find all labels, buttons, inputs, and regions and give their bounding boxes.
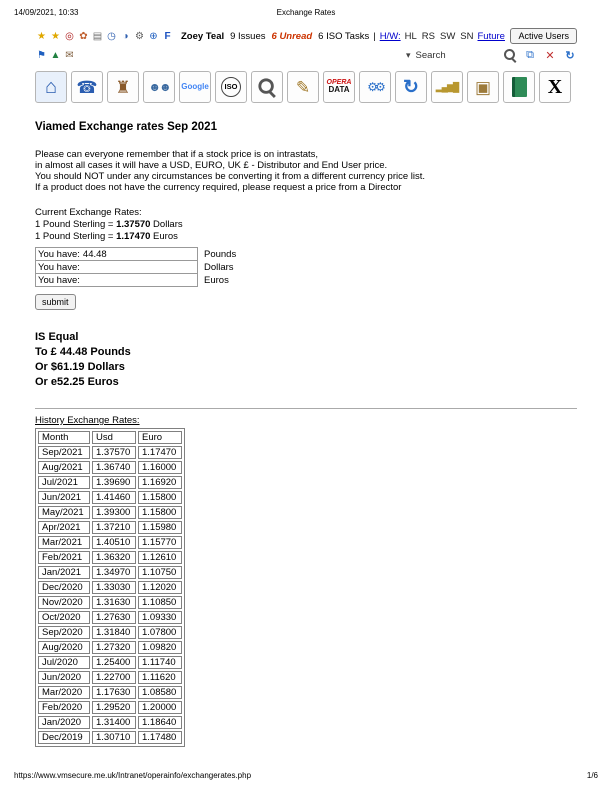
month-cell: Feb/2021 [38, 551, 90, 564]
hw-link[interactable]: H/W: [379, 30, 401, 42]
flag-icon[interactable]: ⚑ [37, 49, 46, 61]
building-icon[interactable]: ♜ [107, 71, 139, 103]
euro-cell: 1.16000 [138, 461, 182, 474]
print-footer-url: https://www.vmsecure.me.uk/Intranet/operainfo/exchangerates.php [14, 771, 252, 780]
usd-cell: 1.37570 [92, 446, 136, 459]
euro-cell: 1.15770 [138, 536, 182, 549]
pounds-input[interactable] [83, 249, 195, 260]
active-users-button[interactable]: Active Users [510, 28, 577, 44]
rate-value: 1.37570 [116, 219, 151, 230]
result-line: Or e52.25 Euros [35, 376, 119, 388]
converter-row [35, 273, 577, 287]
current-rates [35, 207, 577, 243]
euro-cell: 1.07800 [138, 626, 182, 639]
mail-icon[interactable]: ✉ [65, 49, 74, 61]
euro-cell: 1.15800 [138, 506, 182, 519]
notice-text [35, 149, 577, 193]
print-datetime: 14/09/2021, 10:33 [14, 8, 79, 17]
usd-cell: 1.31840 [92, 626, 136, 639]
month-cell: Mar/2021 [38, 536, 90, 549]
search-input[interactable] [416, 50, 478, 61]
month-cell: Dec/2020 [38, 581, 90, 594]
star-icon[interactable]: ★ [37, 30, 46, 42]
rate-line [35, 219, 577, 231]
history-row [38, 491, 182, 504]
euro-cell: 1.08580 [138, 686, 182, 699]
month-cell: Aug/2021 [38, 461, 90, 474]
month-cell: Jun/2020 [38, 671, 90, 684]
month-cell: Jul/2021 [38, 476, 90, 489]
current-rates-title: Current Exchange Rates: [35, 207, 142, 218]
month-cell: May/2021 [38, 506, 90, 519]
usd-cell: 1.31400 [92, 716, 136, 729]
opera-data-icon[interactable]: OPERA DATA [323, 71, 355, 103]
euro-cell: 1.18640 [138, 716, 182, 729]
usd-cell: 1.33030 [92, 581, 136, 594]
search-icon[interactable] [503, 48, 517, 62]
history-row [38, 731, 182, 744]
month-cell: Sep/2021 [38, 446, 90, 459]
google-icon[interactable]: Google [179, 71, 211, 103]
euro-cell: 1.15800 [138, 491, 182, 504]
hw-links [405, 31, 474, 42]
conversion-result [35, 330, 577, 390]
usd-cell: 1.27630 [92, 611, 136, 624]
excel-icon[interactable]: X [539, 71, 571, 103]
search-box [406, 50, 478, 61]
month-cell: Dec/2019 [38, 731, 90, 744]
history-body [38, 446, 182, 744]
euro-cell: 1.20000 [138, 701, 182, 714]
amount-label: You have: [38, 248, 80, 260]
notice-line: You should NOT under any circumstances be converting it from a different currency price list. [35, 171, 426, 182]
rate-suffix: Euros [150, 231, 178, 242]
rate-prefix: 1 Pound Sterling = [35, 219, 117, 230]
issues-count[interactable]: 9 Issues [230, 30, 266, 42]
converter-row [35, 260, 577, 274]
history-row [38, 671, 182, 684]
search-icon[interactable] [251, 71, 283, 103]
refresh-icon[interactable]: ↻ [565, 49, 575, 62]
amount-box [35, 273, 198, 287]
euro-cell: 1.17470 [138, 446, 182, 459]
euro-cell: 1.12020 [138, 581, 182, 594]
history-row [38, 506, 182, 519]
package-icon[interactable]: ▣ [467, 71, 499, 103]
history-row [38, 701, 182, 714]
history-row [38, 686, 182, 699]
separator: | [373, 30, 376, 42]
history-row [38, 536, 182, 549]
history-row [38, 476, 182, 489]
history-row [38, 611, 182, 624]
usd-cell: 1.30710 [92, 731, 136, 744]
usd-cell: 1.17630 [92, 686, 136, 699]
notice-line: If a product does not have the currency required, please request a price from a Director [35, 182, 402, 193]
usd-cell: 1.40510 [92, 536, 136, 549]
amount-label: You have: [38, 261, 80, 273]
future-link[interactable]: Future [477, 30, 505, 42]
rate-suffix: Dollars [150, 219, 183, 230]
euro-cell: 1.15980 [138, 521, 182, 534]
euro-cell: 1.10750 [138, 566, 182, 579]
month-cell: Mar/2020 [38, 686, 90, 699]
divider [35, 408, 577, 409]
month-cell: Feb/2020 [38, 701, 90, 714]
hw-link-hl[interactable]: HL [404, 30, 417, 42]
usd-cell: 1.36740 [92, 461, 136, 474]
currency-converter [35, 247, 577, 310]
chart-icon[interactable]: ▂▄▆█ [431, 71, 463, 103]
euro-cell: 1.17480 [138, 731, 182, 744]
amount-box [35, 247, 198, 261]
month-cell: Nov/2020 [38, 596, 90, 609]
rate-line [35, 231, 577, 243]
history-row [38, 461, 182, 474]
usd-cell: 1.29520 [92, 701, 136, 714]
currency-label: Euros [204, 274, 229, 286]
history-header-cell: Month [38, 431, 90, 444]
rate-value: 1.17470 [116, 231, 151, 242]
gears-icon[interactable]: ⚙⚙ [359, 71, 391, 103]
iso-tasks-count[interactable]: 6 ISO Tasks [318, 30, 370, 42]
converter-row [35, 247, 577, 261]
home-icon[interactable]: ⌂ [35, 71, 67, 103]
euro-cell: 1.11740 [138, 656, 182, 669]
euro-cell: 1.16920 [138, 476, 182, 489]
search-row-left-icons [35, 49, 76, 62]
month-cell: Jul/2020 [38, 656, 90, 669]
euro-cell: 1.10850 [138, 596, 182, 609]
euro-cell: 1.09820 [138, 641, 182, 654]
euro-cell: 1.11620 [138, 671, 182, 684]
hw-link-sn[interactable]: SN [460, 30, 474, 42]
amount-label: You have: [38, 274, 80, 286]
result-line: To £ 44.48 Pounds [35, 346, 131, 358]
print-title: Exchange Rates [276, 8, 336, 17]
hw-link-rs[interactable]: RS [421, 30, 435, 42]
usd-cell: 1.41460 [92, 491, 136, 504]
history-row [38, 641, 182, 654]
dropdown-caret-icon[interactable]: ▾ [406, 49, 411, 60]
dollars-input[interactable] [83, 262, 195, 273]
history-row [38, 656, 182, 669]
clock-icon[interactable]: ◷ [107, 30, 116, 42]
pie-icon[interactable]: ◑ [122, 30, 129, 42]
rate-prefix: 1 Pound Sterling = [35, 231, 117, 242]
open-window-icon[interactable]: ⧉ [526, 48, 534, 61]
rate-lines [35, 219, 577, 243]
euro-cell: 1.09330 [138, 611, 182, 624]
history-row [38, 626, 182, 639]
palette-icon[interactable]: ✿ [79, 30, 88, 42]
month-cell: Jan/2021 [38, 566, 90, 579]
unread-count[interactable]: 6 Unread [271, 30, 313, 42]
month-cell: Sep/2020 [38, 626, 90, 639]
history-row [38, 581, 182, 594]
print-footer-page: 1/6 [586, 771, 598, 780]
month-cell: Apr/2021 [38, 521, 90, 534]
page-content [35, 28, 577, 747]
history-header-cell: Usd [92, 431, 136, 444]
chart-mini-icon[interactable]: ▲ [50, 49, 61, 61]
refresh-icon[interactable]: ↻ [395, 71, 427, 103]
history-header-cell: Euro [138, 431, 182, 444]
history-row [38, 566, 182, 579]
user-name: Zoey Teal [181, 30, 225, 42]
phone-icon[interactable]: ☎ [71, 71, 103, 103]
main-toolbar [35, 71, 577, 103]
letter-f-icon[interactable]: F [164, 30, 171, 42]
gear-icon[interactable]: ⚙ [135, 30, 144, 42]
result-line: IS Equal [35, 331, 79, 343]
hw-link-sw[interactable]: SW [439, 30, 456, 42]
usd-cell: 1.22700 [92, 671, 136, 684]
month-cell: Oct/2020 [38, 611, 90, 624]
notes-icon[interactable]: ✎ [287, 71, 319, 103]
history-table [35, 428, 185, 747]
globe-icon[interactable]: ⊕ [149, 30, 158, 42]
iso-icon[interactable]: ISO [215, 71, 247, 103]
history-title: History Exchange Rates: [35, 415, 140, 426]
history-row [38, 446, 182, 459]
result-line: Or $61.19 Dollars [35, 361, 125, 373]
dart-icon[interactable]: ◎ [65, 30, 74, 42]
euro-cell: 1.12610 [138, 551, 182, 564]
book-icon[interactable] [503, 71, 535, 103]
usd-cell: 1.25400 [92, 656, 136, 669]
usd-cell: 1.39300 [92, 506, 136, 519]
notice-line: Please can everyone remember that if a stock price is on intrastats, [35, 149, 319, 160]
clipboard-icon[interactable]: ▤ [92, 30, 103, 42]
month-cell: Jan/2020 [38, 716, 90, 729]
notice-line: in almost all cases it will have a USD, EURO, UK £ - Distributor and End User price. [35, 160, 388, 171]
history-header-row [38, 431, 182, 444]
usd-cell: 1.37210 [92, 521, 136, 534]
currency-label: Pounds [204, 248, 237, 260]
history-row [38, 716, 182, 729]
topbar [35, 28, 577, 44]
quick-icons [35, 30, 174, 43]
history-row [38, 521, 182, 534]
euros-input[interactable] [83, 275, 195, 286]
usd-cell: 1.27320 [92, 641, 136, 654]
page-heading: Viamed Exchange rates Sep 2021 [35, 121, 217, 133]
close-icon[interactable]: ✕ [545, 49, 555, 62]
usd-cell: 1.36320 [92, 551, 136, 564]
converter-rows [35, 247, 577, 287]
month-cell: Aug/2020 [38, 641, 90, 654]
window-controls [503, 48, 577, 62]
amount-box [35, 260, 198, 274]
currency-label: Dollars [204, 261, 234, 273]
submit-button[interactable]: submit [35, 294, 76, 310]
search-row [35, 47, 577, 63]
history-row [38, 596, 182, 609]
usd-cell: 1.31630 [92, 596, 136, 609]
users-icon[interactable]: ☻☻ [143, 71, 175, 103]
history-row [38, 551, 182, 564]
usd-cell: 1.34970 [92, 566, 136, 579]
star-2-icon[interactable]: ★ [51, 30, 60, 42]
month-cell: Jun/2021 [38, 491, 90, 504]
usd-cell: 1.39690 [92, 476, 136, 489]
